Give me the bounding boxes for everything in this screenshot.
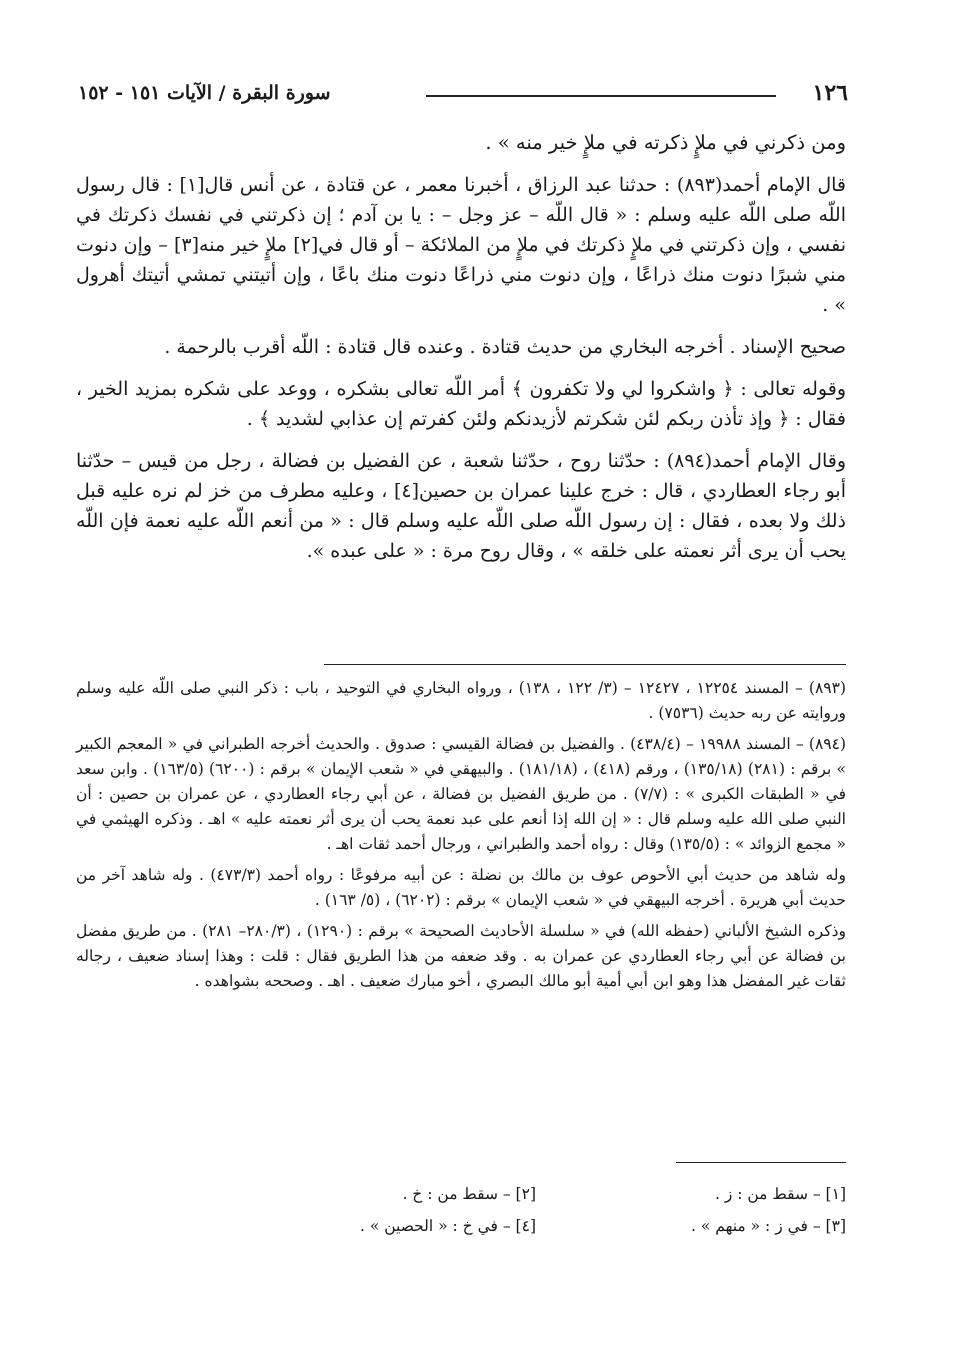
footnote: (٨٩٣) – المسند ١٢٢٥٤ ، ١٢٤٢٧ – (٣/ ١٢٢ ، ١٣٨) ، ورواه البخاري في التوحيد ، باب : ذكر النبي صلى اللّه عليه وسلم وروايته عن ربه حديث (٧٥٣٦) . [76, 679, 847, 722]
paragraph: ومن ذكرني في ملإٍ ذكرته في ملإٍ خير منه » . [485, 131, 846, 154]
footnote: وله شاهد من حديث أبي الأحوص عوف بن مالك بن نضلة : عن أبيه مرفوعًا : رواه أحمد (٤٧٣/٣) . وله شاهد آخر من حديث أبي هريرة . أخرجه البيهقي في « شعب الإيمان » برقم : (٦٢٠٢) ، (٥/ ١٦٣) . [76, 866, 846, 909]
footnote-separator [324, 664, 846, 665]
page-number: ١٢٦ [812, 80, 848, 106]
variants-row [226, 1180, 846, 1212]
main-text [76, 128, 846, 578]
footnote: (٨٩٤) – المسند ١٩٩٨٨ – (٤٣٨/٤) . والفضيل بن فضالة القيسي : صدوق . والحديث أخرجه الطبراني في « المعجم الكبير » برقم : (٢٨١) (١٣٥/١٨) ، ورقم (٤١٨) ، (١٨١/١٨) . والبيهقي في « شعب الإيمان » برقم : (٦٢٠٠) (١٦٣/٥) . وابن سعد في « الطبقات الكبرى » : (٧/٧) . من طريق الفضيل بن فضالة ، عن أبي رجاء العطاردي ، عن عمران بن حصين : أن النبي صلى الله عليه وسلم قال : « إن الله إذا أنعم على عبد نعمة يحب أن يرى أثر نعمته عليه » اهـ . وذكره الهيثمي في « مجمع الزوائد » : (١٣٥/٥) وقال : رواه أحمد والطبراني ، ورجال أحمد ثقات اهـ . [76, 735, 847, 853]
variant-note: [٢] – سقط من : خ . [402, 1185, 536, 1203]
variant-note: [٣] – في ز : « منهم » . [691, 1217, 846, 1235]
manuscript-variants [226, 1180, 846, 1244]
footnotes [76, 676, 846, 1000]
surah-title: سورة البقرة / الآيات ١٥١ - ١٥٢ [78, 82, 331, 104]
page-header [78, 80, 848, 116]
variant-note: [١] – سقط من : ز . [714, 1185, 846, 1203]
variants-separator [676, 1162, 846, 1163]
paragraph: وقوله تعالى : ﴿ واشكروا لي ولا تكفرون ﴾ أمر اللّه تعالى بشكره ، ووعد على شكره بمزيد الخير ، فقال : ﴿ وإذ تأذن ربكم لئن شكرتم لأزيدنكم ولئن كفرتم إن عذابي لشديد ﴾ . [76, 378, 846, 430]
variant-note: [٤] – في خ : « الحصين » . [359, 1217, 536, 1235]
paragraph: وقال الإمام أحمد(٨٩٤) : حدّثنا روح ، حدّثنا شعبة ، عن الفضيل بن فضالة ، رجل من قيس – حدّثنا أبو رجاء العطاردي ، قال : خرج علينا عمران بن حصين[٤] ، وعليه مطرف من خز لم نره عليه قبل ذلك ولا بعده ، فقال : إن رسول اللّه صلى اللّه عليه وسلم قال : « من أنعم اللّه عليه نعمة فإن اللّه يحب أن يرى أثر نعمته على خلقه » ، وقال روح مرة : « على عبده ». [76, 450, 846, 562]
paragraph: صحيح الإسناد . أخرجه البخاري من حديث قتادة . وعنده قال قتادة : اللّه أقرب بالرحمة . [164, 336, 846, 358]
header-rule [426, 95, 776, 97]
footnote: وذكره الشيخ الألباني (حفظه الله) في « سلسلة الأحاديث الصحيحة » برقم : (١٢٩٠) ، (٢٨٠/٣– ٢٨١) . من طريق مفضل بن فضالة عن أبي رجاء العطاردي عن عمران به . وقد ضعفه من هذا الطريق فقال : قلت : وهذا إسناد ضعيف ، رجاله ثقات غير المفضل هذا وهو ابن أبي أمية أبو مالك البصري ، أخو مبارك ضعيف . اهـ . وصححه بشواهده . [76, 922, 846, 990]
variants-row [226, 1212, 846, 1244]
paragraph: قال الإمام أحمد(٨٩٣) : حدثنا عبد الرزاق ، أخبرنا معمر ، عن قتادة ، عن أنس قال[١] : قال رسول اللّه صلى اللّه عليه وسلم : « قال اللّه – عز وجل – : يا بن آدم ؛ إن ذكرتني في نفسك ذكرتك في نفسي ، وإن ذكرتني في ملإٍ ذكرتك في ملإٍ من الملائكة – أو قال في[٢] ملإٍ خير منه[٣] – وإن دنوت مني شبرًا دنوت منك ذراعًا ، وإن دنوت مني ذراعًا دنوت منك باعًا ، وإن أتيتني تمشي أتيتك أهرول » . [76, 174, 846, 316]
